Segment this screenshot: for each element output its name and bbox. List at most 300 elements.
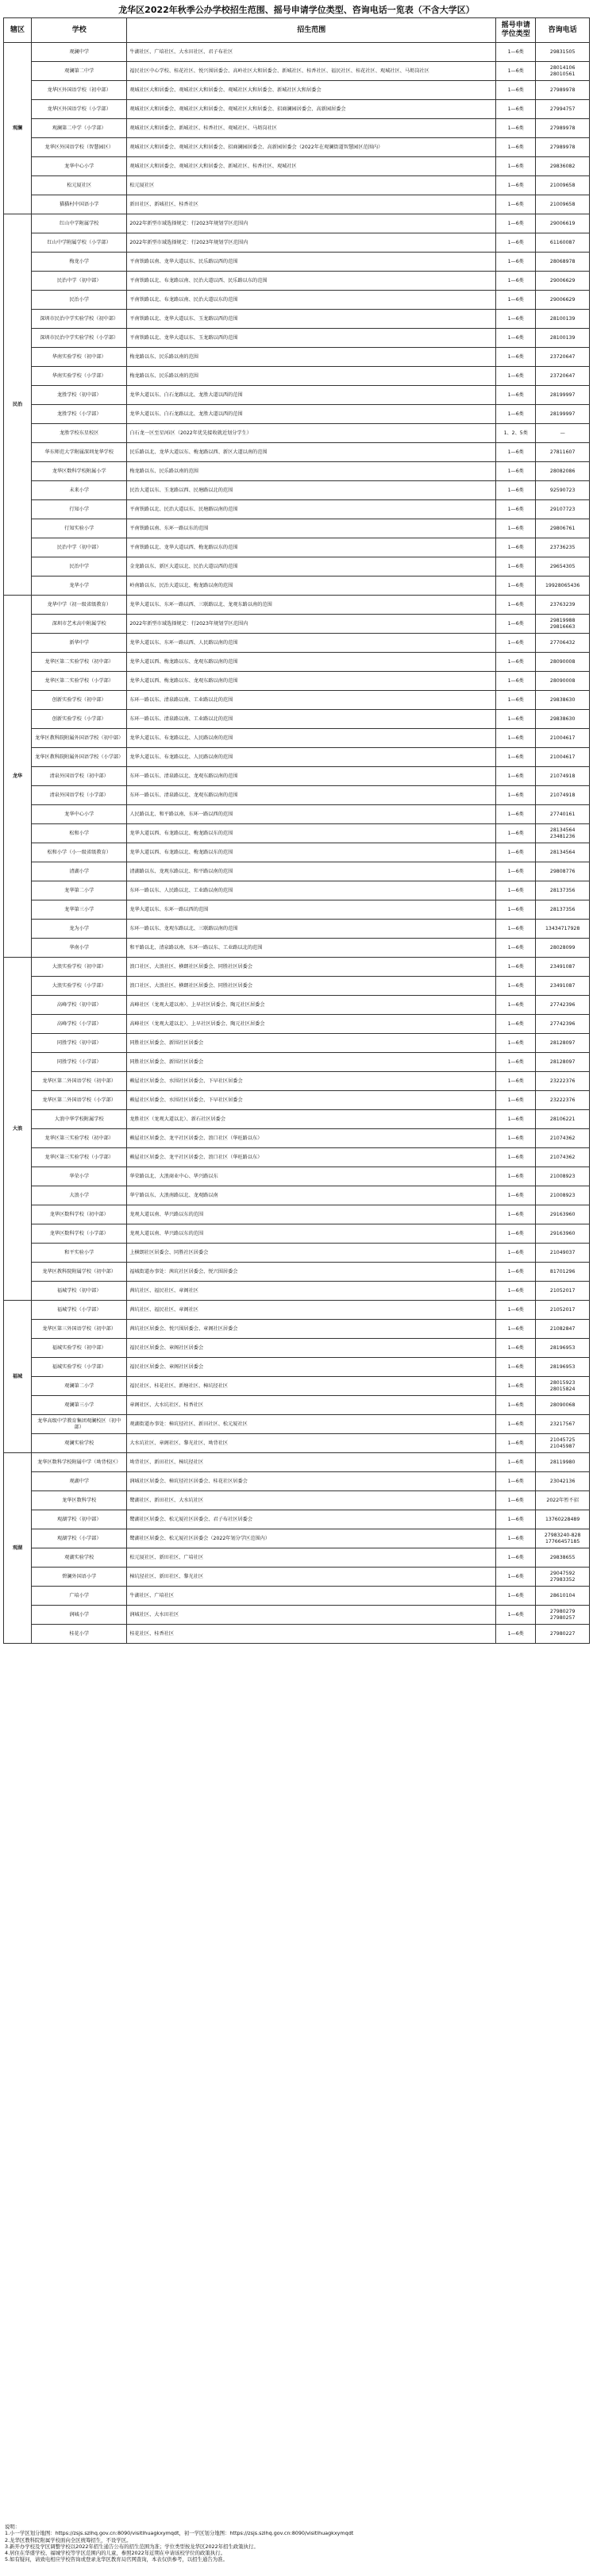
- type-cell: 1—6类: [496, 519, 536, 538]
- range-cell: 梅龙路以东、民乐路以南的范围: [127, 348, 496, 367]
- type-cell: 1—6类: [496, 291, 536, 310]
- school-cell: 龙华小学: [32, 577, 127, 596]
- phone-cell: 29806761: [536, 519, 590, 538]
- school-cell: 松和小学: [32, 824, 127, 843]
- range-cell: 平南铁路以北、布龙路以南、民治大道以东的范围: [127, 291, 496, 310]
- school-cell: 观澜第三小学: [32, 1396, 127, 1415]
- range-cell: 观城社区大和居委会、观城社区大和居委会、观城社区大和居委会、新城社区大和居委会: [127, 81, 496, 100]
- phone-cell: 28199997: [536, 405, 590, 424]
- range-cell: 上横朗社区居委会、同胜社区居委会: [127, 1244, 496, 1263]
- phone-cell: 28068978: [536, 253, 590, 272]
- range-cell: 新田社区、新城社区、桂香社区: [127, 195, 496, 214]
- type-cell: 1—6类: [496, 233, 536, 253]
- school-cell: 观湖学校（初中部）: [32, 1510, 127, 1529]
- school-cell: 深圳市民治中学实验学校（小学部）: [32, 329, 127, 348]
- table-row: [4, 81, 590, 100]
- type-cell: 1—6类: [496, 405, 536, 424]
- type-cell: 1—6类: [496, 272, 536, 291]
- type-cell: 1—6类: [496, 1568, 536, 1587]
- table-row: [4, 424, 590, 443]
- school-cell: 龙胜学校（初中部）: [32, 386, 127, 405]
- type-cell: 1—6类: [496, 1472, 536, 1491]
- table-row: [4, 1587, 590, 1606]
- range-cell: 观城社区大和居委会、观城社区大和居委会、新城社区、桂香社区、观城社区: [127, 157, 496, 176]
- range-cell: 茜坑社区、福民社区、章阁社区: [127, 1282, 496, 1301]
- range-cell: 润城社区、大水田社区: [127, 1606, 496, 1625]
- school-cell: 华南实验学校（初中部）: [32, 348, 127, 367]
- table-row: [4, 939, 590, 958]
- phone-cell: —: [536, 424, 590, 443]
- phone-cell: 81701296: [536, 1263, 590, 1282]
- table-row: [4, 310, 590, 329]
- phone-cell: 28090008: [536, 672, 590, 691]
- type-cell: 1—6类: [496, 767, 536, 786]
- range-cell: 赖屋社区居委会、水围社区居委会、下早社区居委会: [127, 1072, 496, 1091]
- phone-cell: 27994757: [536, 100, 590, 119]
- table-row: [4, 958, 590, 977]
- table-row: [4, 862, 590, 881]
- phone-cell: 13760228489: [536, 1510, 590, 1529]
- phone-cell: 21008923: [536, 1167, 590, 1186]
- range-cell: 龙华大道以西、梅龙路以东、龙观东路以南的范围: [127, 672, 496, 691]
- school-cell: 高峰学校（小学部）: [32, 1015, 127, 1034]
- type-cell: 1—6类: [496, 1186, 536, 1205]
- type-cell: 1—6类: [496, 920, 536, 939]
- range-cell: 东环一路以东、清泉路以北、龙观东路以南的范围: [127, 786, 496, 805]
- table-row: [4, 1491, 590, 1510]
- note-item: 3.新开办学校及学区调整学校以2022年招生通告公布的招生范围为准；学位类型按龙华区2022年招生政策执行。: [5, 2543, 259, 2550]
- type-cell: 1—6类: [496, 1015, 536, 1034]
- type-cell: 1—6类: [496, 1244, 536, 1263]
- phone-cell: 61160087: [536, 233, 590, 253]
- type-cell: 1—6类: [496, 119, 536, 138]
- table-row: [4, 195, 590, 214]
- phone-cell: 29006629: [536, 291, 590, 310]
- range-cell: 松元厦社区: [127, 176, 496, 195]
- range-cell: 华荣路以北、大浪商业中心、华兴路以东: [127, 1167, 496, 1186]
- table-row: [4, 653, 590, 672]
- phone-cell: 28090008: [536, 653, 590, 672]
- table-row: [4, 386, 590, 405]
- page-title: 龙华区2022年秋季公办学校招生范围、摇号申请学位类型、咨询电话一览表（不含大学区）: [118, 5, 475, 15]
- school-cell: 润城小学: [32, 1606, 127, 1625]
- type-cell: 1—6类: [496, 253, 536, 272]
- school-cell: 华东师范大学附属深圳龙华学校: [32, 443, 127, 462]
- header-phone: 咨询电话: [536, 18, 590, 43]
- school-cell: 龙华区教科院附属外国语学校（小学部）: [32, 748, 127, 767]
- school-cell: 创新实验学校（小学部）: [32, 710, 127, 729]
- table-row: [4, 672, 590, 691]
- school-cell: 龙华第二小学: [32, 881, 127, 900]
- table-row: [4, 500, 590, 519]
- range-cell: 鹭湖社区、新田社区、大水坑社区: [127, 1491, 496, 1510]
- school-cell: 清泉外国语学校（小学部）: [32, 786, 127, 805]
- phone-cell: 29831505: [536, 43, 590, 62]
- table-row: [4, 329, 590, 348]
- type-cell: 1—6类: [496, 1415, 536, 1434]
- type-cell: 1—6类: [496, 710, 536, 729]
- range-cell: 民治大道以东、玉龙路以西、民塘路以北的范围: [127, 481, 496, 500]
- range-cell: 梅龙路以东、民乐路以南的范围: [127, 367, 496, 386]
- type-cell: 1—6类: [496, 977, 536, 996]
- table-row: [4, 748, 590, 767]
- type-cell: 1—6类: [496, 43, 536, 62]
- school-cell: 龙为小学: [32, 920, 127, 939]
- school-cell: 民治中学（初中部）: [32, 272, 127, 291]
- phone-cell: 28015923 28015824: [536, 1377, 590, 1396]
- table-row: [4, 1548, 590, 1568]
- type-cell: 1—6类: [496, 1434, 536, 1453]
- school-cell: 福城学校（小学部）: [32, 1301, 127, 1320]
- district-cell: 大浪: [4, 958, 32, 1301]
- phone-cell: 29838630: [536, 710, 590, 729]
- table-row: [4, 443, 590, 462]
- range-cell: 平南铁路以北、民治大道以东、民塘路以南的范围: [127, 500, 496, 519]
- phone-cell: 21074362: [536, 1129, 590, 1148]
- phone-cell: 27980279 27980257: [536, 1606, 590, 1625]
- school-cell: 龙华区第三外国语学校（初中部）: [32, 1320, 127, 1339]
- range-cell: 福民社区居委会、章阁社区居委会: [127, 1358, 496, 1377]
- range-cell: 平南铁路以北、布龙路以南、民治大道以西、民乐路以东的范围: [127, 272, 496, 291]
- school-cell: 清湖小学: [32, 862, 127, 881]
- table-row: [4, 214, 590, 233]
- table-row: [4, 1224, 590, 1244]
- note-item: 5.如有疑问，请致电相应学校咨询或登录龙华区教育局官网查询，本表仅供参考，以招生通告为准。: [5, 2556, 228, 2563]
- type-cell: 1—6类: [496, 443, 536, 462]
- table-row: [4, 1015, 590, 1034]
- range-cell: 龙华大道以东、布龙路以北、人民路以南的范围: [127, 748, 496, 767]
- phone-cell: 29838630: [536, 691, 590, 710]
- range-cell: 龙华大道以西、梅龙路以东、龙观东路以南的范围: [127, 653, 496, 672]
- school-cell: 创新实验学校（初中部）: [32, 691, 127, 710]
- type-cell: 1—6类: [496, 538, 536, 557]
- table-row: [4, 1282, 590, 1301]
- range-cell: 赖屋社区居委会、水围社区居委会、下早社区居委会: [127, 1091, 496, 1110]
- school-cell: 福城实验学校（初中部）: [32, 1339, 127, 1358]
- range-cell: 龙胜社区（龙观大道以北）、新石社区居委会: [127, 1110, 496, 1129]
- range-cell: 东环一路以东、清泉路以南、工业路以北的范围: [127, 710, 496, 729]
- table-row: [4, 900, 590, 920]
- table-row: [4, 1472, 590, 1491]
- school-cell: 观湖学校（小学部）: [32, 1529, 127, 1548]
- type-cell: 1—6类: [496, 1110, 536, 1129]
- table-row: [4, 1625, 590, 1644]
- range-cell: 观城社区大和居委会、观城社区大和居委会、招商澜园居委会、高新园居委会（2022年在观澜街道智慧园区范围内）: [127, 138, 496, 157]
- phone-cell: 28090068: [536, 1396, 590, 1415]
- range-cell: 白石龙一区至星河ⅰ区（2022年优先接收就近划分学生）: [127, 424, 496, 443]
- type-cell: 1—6类: [496, 81, 536, 100]
- school-cell: 龙华区数科学校（初中部）: [32, 1205, 127, 1224]
- table-row: [4, 881, 590, 900]
- school-cell: 大浪实验学校（初中部）: [32, 958, 127, 977]
- phone-cell: 28137356: [536, 881, 590, 900]
- range-cell: 东环一路以东、人民路以北、工业路以南的范围: [127, 881, 496, 900]
- phone-cell: 29163960: [536, 1224, 590, 1244]
- enrollment-table: [3, 17, 590, 1644]
- type-cell: 1—6类: [496, 214, 536, 233]
- phone-cell: 23720647: [536, 348, 590, 367]
- type-cell: 1—6类: [496, 138, 536, 157]
- phone-cell: 19928065436: [536, 577, 590, 596]
- table-row: [4, 405, 590, 424]
- range-cell: 福民社区、桂花社区、新塘社区、樟坑径社区: [127, 1377, 496, 1396]
- range-cell: 观城社区大和居委会、新城社区、桂香社区、观城社区、马坜岗社区: [127, 119, 496, 138]
- range-cell: 平南铁路以南、龙华大道以东、民乐路以西的范围: [127, 253, 496, 272]
- table-row: [4, 462, 590, 481]
- range-cell: 民乐路以北、龙华大道以东、梅龙路以西、新区大道以南的范围: [127, 443, 496, 462]
- school-cell: 同胜学校（小学部）: [32, 1053, 127, 1072]
- type-cell: 1—6类: [496, 195, 536, 214]
- type-cell: 1—6类: [496, 176, 536, 195]
- range-cell: 梅龙路以东、民乐路以南的范围: [127, 462, 496, 481]
- phone-cell: 29836082: [536, 157, 590, 176]
- range-cell: 平南铁路以北、龙华大道以东、玉龙路以西的范围: [127, 329, 496, 348]
- school-cell: 民治中学（初中部）: [32, 538, 127, 557]
- range-cell: 2022年新型市域选择规定：行2023年规划学区范围内: [127, 233, 496, 253]
- table-row: [4, 1453, 590, 1472]
- phone-cell: 21004617: [536, 748, 590, 767]
- table-row: [4, 843, 590, 862]
- table-row: [4, 233, 590, 253]
- phone-cell: 23222376: [536, 1091, 590, 1110]
- phone-cell: 27989978: [536, 81, 590, 100]
- table-row: [4, 1301, 590, 1320]
- type-cell: 1—6类: [496, 1320, 536, 1339]
- range-cell: 龙华大道以东、东环一路以西、三联路以北、龙观东路以南的范围: [127, 596, 496, 615]
- school-cell: 龙华区外国语学校（智慧园区）: [32, 138, 127, 157]
- table-row: [4, 62, 590, 81]
- school-cell: 龙华区教科院附属学校（初中部）: [32, 1263, 127, 1282]
- phone-cell: 23491087: [536, 958, 590, 977]
- table-row: [4, 596, 590, 615]
- phone-cell: 29006619: [536, 214, 590, 233]
- table-row: [4, 729, 590, 748]
- table-row: [4, 786, 590, 805]
- range-cell: 龙华大道以东、布龙路以北、人民路以南的范围: [127, 729, 496, 748]
- phone-cell: 21052017: [536, 1282, 590, 1301]
- type-cell: 1—6类: [496, 500, 536, 519]
- school-cell: 新华中学: [32, 634, 127, 653]
- table-row: [4, 1091, 590, 1110]
- note-item: 4.居住在华盛学校、福城学校等学区范围内的儿童，参照2022年近期在申请该校学位的政策执行。: [5, 2550, 225, 2557]
- range-cell: 赖屋社区居委会、龙平社区居委会、浪口社区（华旺路以东）: [127, 1129, 496, 1148]
- type-cell: 1—6类: [496, 1377, 536, 1396]
- range-cell: 章阁社区、大水坑社区、桂香社区: [127, 1396, 496, 1415]
- range-cell: 华宁路以东、大浪南路以北、龙观路以南: [127, 1186, 496, 1205]
- range-cell: 桂花社区、桂香社区: [127, 1625, 496, 1644]
- range-cell: 高峰社区（龙观大道以南）、上早社区居委会、陶元社区居委会: [127, 996, 496, 1015]
- type-cell: 1—6类: [496, 748, 536, 767]
- phone-cell: 21008923: [536, 1186, 590, 1205]
- range-cell: 大水坑社区、章阁社区、黎光社区、坳背社区: [127, 1434, 496, 1453]
- table-row: [4, 519, 590, 538]
- phone-cell: 28119980: [536, 1453, 590, 1472]
- table-row: [4, 1148, 590, 1167]
- phone-cell: 21009658: [536, 195, 590, 214]
- phone-cell: 28134564: [536, 843, 590, 862]
- note-item: 2.龙华区教科院附属学校面向全区统筹招生，不设学区。: [5, 2536, 132, 2543]
- phone-cell: 23217567: [536, 1415, 590, 1434]
- school-cell: 行知小学: [32, 500, 127, 519]
- phone-cell: 28028099: [536, 939, 590, 958]
- type-cell: 1—6类: [496, 157, 536, 176]
- phone-cell: 29654305: [536, 557, 590, 577]
- type-cell: 1—6类: [496, 62, 536, 81]
- range-cell: 龙华大道以东、东环一路以西的范围: [127, 900, 496, 920]
- range-cell: 牛湖社区、广培社区: [127, 1587, 496, 1606]
- range-cell: 东环一路以东、清泉路以北、龙观东路以南的范围: [127, 767, 496, 786]
- range-cell: 润城社区居委会、樟坑径社区居委会、桂花社区居委会: [127, 1472, 496, 1491]
- school-cell: 龙华区第二实验学校（小学部）: [32, 672, 127, 691]
- phone-cell: 29808776: [536, 862, 590, 881]
- table-row: [4, 1358, 590, 1377]
- phone-cell: 27989978: [536, 138, 590, 157]
- school-cell: 龙华区数科学校: [32, 1491, 127, 1510]
- phone-cell: 28100139: [536, 310, 590, 329]
- phone-cell: 23763239: [536, 596, 590, 615]
- table-row: [4, 1606, 590, 1625]
- table-row: [4, 691, 590, 710]
- table-row: [4, 1320, 590, 1339]
- type-cell: 1—6类: [496, 1453, 536, 1472]
- school-cell: 未来小学: [32, 481, 127, 500]
- table-row: [4, 920, 590, 939]
- type-cell: 1—6类: [496, 691, 536, 710]
- range-cell: 鹭湖社区居委会、松元厦社区居委会、君子布社区居委会: [127, 1510, 496, 1529]
- range-cell: 金龙路以东、新区大道以北、民治大道以西的范围: [127, 557, 496, 577]
- phone-cell: 27989978: [536, 119, 590, 138]
- range-cell: 浪口社区、大浪社区、横朗社区居委会、同胜社区居委会: [127, 958, 496, 977]
- range-cell: 茜坑社区居委会、悦兴围居委会、章阁社区居委会: [127, 1320, 496, 1339]
- table-row: [4, 272, 590, 291]
- school-cell: 红山中学附属学校: [32, 214, 127, 233]
- table-row: [4, 1263, 590, 1282]
- table-row: [4, 1434, 590, 1453]
- range-cell: 2022年新型市域选择规定：行2023年规划学区范围内: [127, 214, 496, 233]
- type-cell: 1—6类: [496, 386, 536, 405]
- school-cell: 龙华区外国语学校（初中部）: [32, 81, 127, 100]
- table-row: [4, 1186, 590, 1205]
- type-cell: 1—6类: [496, 1205, 536, 1224]
- table-row: [4, 577, 590, 596]
- table-header-row: [4, 18, 590, 43]
- school-cell: 深圳市艺术高中附属学校: [32, 615, 127, 634]
- range-cell: 高峰社区（龙观大道以北）、上早社区居委会、陶元社区居委会: [127, 1015, 496, 1034]
- header-district: 辖区: [4, 18, 32, 43]
- table-row: [4, 43, 590, 62]
- notes: [5, 2524, 588, 2563]
- district-cell: 龙华: [4, 596, 32, 958]
- school-cell: 龙华区第二外国语学校（初中部）: [32, 1072, 127, 1091]
- type-cell: 1—6类: [496, 329, 536, 348]
- phone-cell: 23720647: [536, 367, 590, 386]
- phone-cell: 29047592 27983352: [536, 1568, 590, 1587]
- school-cell: 观湖实验学校: [32, 1548, 127, 1568]
- school-cell: 松元厦社区: [32, 176, 127, 195]
- range-cell: 龙华大道以西、布龙路以北、梅龙路以东的范围: [127, 824, 496, 843]
- table-row: [4, 1053, 590, 1072]
- phone-cell: 27740161: [536, 805, 590, 824]
- school-cell: 龙胜学校（小学部）: [32, 405, 127, 424]
- phone-cell: 29006629: [536, 272, 590, 291]
- table-row: [4, 1110, 590, 1129]
- type-cell: 1—6类: [496, 1072, 536, 1091]
- type-cell: 1—6类: [496, 1091, 536, 1110]
- type-cell: 1—6类: [496, 310, 536, 329]
- type-cell: 1—6类: [496, 786, 536, 805]
- table-row: [4, 1034, 590, 1053]
- school-cell: 观湖中学: [32, 1472, 127, 1491]
- range-cell: 观湖街道办事处：樟坑径社区、新田社区、松元厦社区: [127, 1415, 496, 1434]
- type-cell: 1—6类: [496, 1282, 536, 1301]
- school-cell: 龙华区第二外国语学校（小学部）: [32, 1091, 127, 1110]
- phone-cell: 27742396: [536, 996, 590, 1015]
- type-cell: 1—6类: [496, 1053, 536, 1072]
- table-row: [4, 119, 590, 138]
- school-cell: 龙华中学（初一级省级教育）: [32, 596, 127, 615]
- school-cell: 龙华中心小学: [32, 157, 127, 176]
- school-cell: 观澜第二小学: [32, 1377, 127, 1396]
- notes-heading: 说明：: [5, 2524, 21, 2530]
- phone-cell: 21082847: [536, 1320, 590, 1339]
- type-cell: 1—6类: [496, 805, 536, 824]
- phone-cell: 28128097: [536, 1034, 590, 1053]
- school-cell: 大浪小学: [32, 1186, 127, 1205]
- school-cell: 广培小学: [32, 1587, 127, 1606]
- type-cell: 1—6类: [496, 1510, 536, 1529]
- type-cell: 1—6类: [496, 843, 536, 862]
- district-cell: 民治: [4, 214, 32, 596]
- phone-cell: 92590723: [536, 481, 590, 500]
- range-cell: 茜坑社区、福民社区、章阁社区: [127, 1301, 496, 1320]
- phone-cell: 21074918: [536, 786, 590, 805]
- phone-cell: 27980227: [536, 1625, 590, 1644]
- range-cell: 东环一路以东、龙观东路以北、三联路以南的范围: [127, 920, 496, 939]
- school-cell: 龙华中心小学: [32, 805, 127, 824]
- school-cell: 龙华高级中学教育集团观澜校区（初中部）: [32, 1415, 127, 1434]
- school-cell: 猫猫村中国语小学: [32, 195, 127, 214]
- school-cell: 高峰学校（初中部）: [32, 996, 127, 1015]
- range-cell: 观城社区大和居委会、观城社区大和居委会、观城社区大和居委会、招商澜园居委会、高新园居委会: [127, 100, 496, 119]
- table-row: [4, 1167, 590, 1186]
- table-row: [4, 1339, 590, 1358]
- school-cell: 清泉外国语学校（初中部）: [32, 767, 127, 786]
- phone-cell: 28100139: [536, 329, 590, 348]
- phone-cell: 21052017: [536, 1301, 590, 1320]
- type-cell: 1—6类: [496, 481, 536, 500]
- table-row: [4, 557, 590, 577]
- school-cell: 福城学校（初中部）: [32, 1282, 127, 1301]
- type-cell: 1—6类: [496, 596, 536, 615]
- district-cell: 福城: [4, 1301, 32, 1453]
- range-cell: 坳背社区、新田社区、樟坑径社区: [127, 1453, 496, 1472]
- table-row: [4, 710, 590, 729]
- type-cell: 1—6类: [496, 615, 536, 634]
- school-cell: 龙胜学校东星校区: [32, 424, 127, 443]
- type-cell: 1—6类: [496, 1129, 536, 1148]
- range-cell: 赖屋社区居委会、龙平社区居委会、浪口社区（华旺路以东）: [127, 1148, 496, 1167]
- phone-cell: 28196953: [536, 1339, 590, 1358]
- phone-cell: 29819988 29816663: [536, 615, 590, 634]
- type-cell: 1—6类: [496, 672, 536, 691]
- table-row: [4, 481, 590, 500]
- type-cell: 1—6类: [496, 1491, 536, 1510]
- table-row: [4, 1205, 590, 1224]
- type-cell: 1—6类: [496, 996, 536, 1015]
- phone-cell: 23042136: [536, 1472, 590, 1491]
- range-cell: 鹭湖社区居委会、松元厦社区居委会（2022年划分学区范围内）: [127, 1529, 496, 1548]
- school-cell: 桂花小学: [32, 1625, 127, 1644]
